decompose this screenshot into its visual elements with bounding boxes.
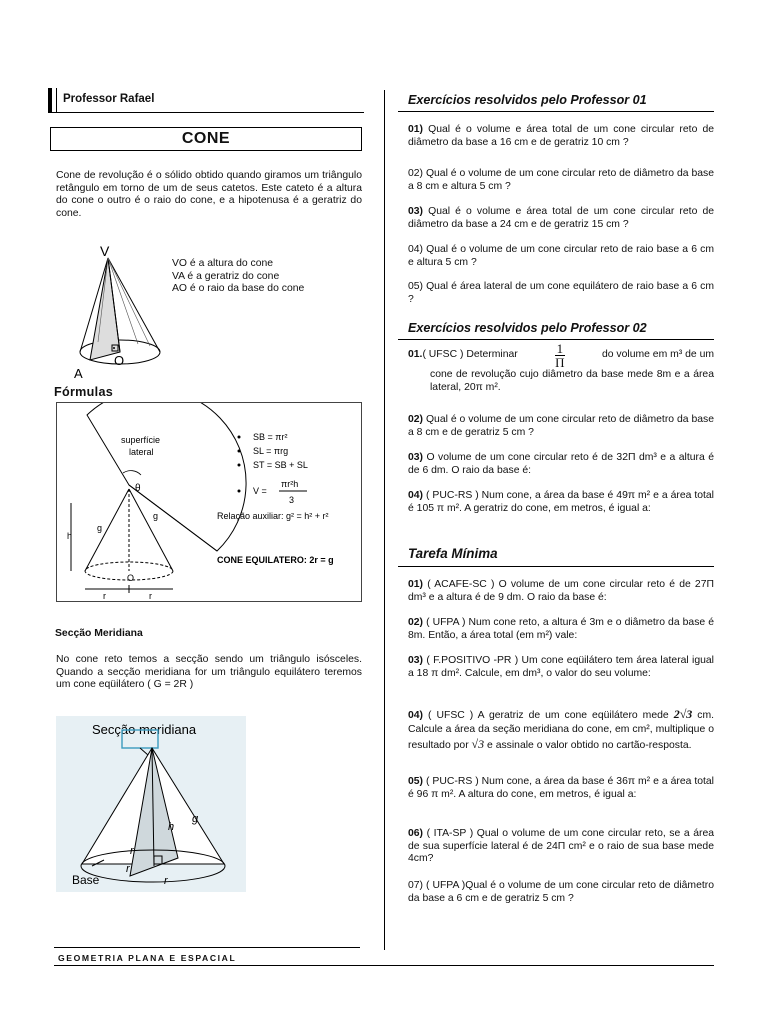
s3-exercise-4 [408, 707, 714, 753]
formula-v-num: πr²h [281, 479, 299, 489]
header-author-box [48, 88, 364, 113]
o-label: O [127, 573, 135, 583]
fig-title: Secção meridiana [92, 722, 197, 737]
s3-q4-mid: cm. Calcule a área da seção meridiana do cone, em cm², multiplique o resultado por [408, 710, 715, 751]
g-label-right: g [153, 511, 159, 521]
s2-text-4: ( PUC-RS ) Num cone, a área da base é 49π m² e a área total é 105 π m². A geratriz do cone, em metros, é igual a: [408, 490, 714, 514]
s1-exercise-2 [408, 168, 714, 193]
s2-num-2: 02) [408, 414, 424, 425]
math-sqrt-3: √3 [471, 737, 485, 751]
s3-exercise-6 [408, 828, 714, 866]
seccao-paragraph: No cone reto temos a secção sendo um triângulo isósceles. Quando a secção meridiana for um triângulo equilátero teremos um cone eqüilátero ( G = 2R ) [56, 654, 362, 691]
footer-rule-left [54, 947, 360, 948]
cone-notes [172, 258, 304, 296]
fig-g: g [192, 813, 199, 825]
label-a: A [74, 366, 83, 381]
g-label-left: g [97, 523, 103, 533]
note-height: VO é a altura do cone [172, 258, 274, 269]
s3-num-3: 03) [408, 655, 424, 666]
r-label-left: r [103, 591, 106, 601]
s2-exercise-4 [408, 490, 714, 515]
s1-exercise-1 [408, 124, 714, 149]
s1-text-5: 05) Qual é área lateral de um cone equilátero de raio base a 6 cm ? [408, 281, 714, 305]
s3-exercise-3 [408, 655, 714, 680]
s1-text-1: Qual é o volume e área total de um cone circular reto de diâmetro da base a 16 cm e de geratriz 10 cm ? [408, 124, 714, 148]
s3-exercise-5 [408, 776, 714, 801]
s3-q4-pre: ( UFSC ) A geratriz de um cone eqüilátero mede [423, 710, 669, 721]
s3-text-7: 07) ( UFPA )Qual é o volume de um cone circular reto de diâmetro da base a 6 cm e de geratriz 5 cm ? [408, 880, 714, 904]
s3-text-2: ( UFPA ) Num cone reto, a altura é 3m e o diâmetro da base é 8m. Então, a área total (em m²) vale: [408, 617, 714, 641]
s3-exercise-2 [408, 617, 714, 642]
fig-r1: r [130, 845, 134, 857]
note-radius: AO é o raio da base do cone [172, 283, 305, 295]
s3-num-6: 06) [408, 828, 424, 839]
s1-exercise-5 [408, 281, 714, 306]
s2-text-2: Qual é o volume de um cone circular reto de diâmetro da base a 8 cm e de geratriz 5 cm ? [408, 414, 714, 438]
formula-sl: SL = πrg [253, 446, 289, 456]
formula-st: ST = SB + SL [253, 460, 308, 470]
s2-q1-post: do volume em m³ de um [601, 349, 714, 361]
fig-r3: r [164, 875, 168, 887]
frac-denominator: Π [555, 355, 565, 370]
section1-rule [398, 111, 714, 112]
s2-exercise-2 [408, 414, 714, 439]
fraction-1-over-pi [555, 342, 566, 369]
formula-sb: SB = πr² [253, 432, 288, 442]
author-name: Professor Rafael [56, 88, 154, 112]
surface-label-1: superfície [121, 435, 161, 445]
s3-num-2: 02) [408, 617, 424, 628]
footer-text: GEOMETRIA PLANA E ESPACIAL [58, 953, 237, 963]
s2-exercise-1 [408, 342, 714, 394]
s3-num-1: 01) [408, 579, 424, 590]
formula-v-den: 3 [289, 495, 295, 505]
seccao-heading: Secção Meridiana [55, 628, 143, 639]
s3-text-5: ( PUC-RS ) Num cone, a área da base é 36π m² e a área total é 96 π m². A altura do cone, em metros, é igual a: [408, 776, 714, 800]
fig-r2: r [126, 863, 130, 875]
frac-numerator: 1 [556, 341, 564, 356]
label-v: V [100, 243, 110, 259]
relacao-auxiliar: Relação auxiliar: g² = h² + r² [217, 511, 329, 521]
s3-exercise-7 [408, 880, 714, 905]
theta-label: θ [135, 483, 141, 494]
fig-h: h [168, 821, 175, 833]
s2-q1-rest: cone de revolução cujo diâmetro da base mede 8m e a área lateral, 20π m². [430, 369, 714, 393]
section1-title: Exercícios resolvidos pelo Professor 01 [408, 93, 647, 107]
s3-q4-post: e assinale o valor obtido no cartão-resposta. [487, 740, 692, 751]
s1-num-1: 01) [408, 124, 424, 135]
s1-exercise-4 [408, 244, 714, 269]
formulas-heading: Fórmulas [54, 385, 114, 399]
h-label: h [67, 531, 73, 541]
math-2-sqrt-3: 2√3 [673, 707, 693, 721]
s3-num-4: 04) [408, 710, 424, 721]
s1-text-3: Qual é o volume e área total de um cone circular reto de diâmetro da base a 24 cm e de geratriz 15 cm ? [408, 206, 714, 230]
fig-base: Base [72, 873, 100, 887]
column-divider [384, 90, 385, 950]
s2-exercise-3 [408, 452, 714, 477]
s2-q1-pre: ( UFSC ) Determinar [422, 349, 518, 361]
note-generatrix: VA é a geratriz do cone [172, 270, 280, 282]
s2-num-1: 01. [408, 349, 423, 361]
s3-exercise-1 [408, 579, 714, 604]
r-label-right: r [149, 591, 152, 601]
surface-label-2: lateral [129, 447, 154, 457]
s3-num-5: 05) [408, 776, 424, 787]
s2-num-3: 03) [408, 452, 424, 463]
formula-v: V = [253, 486, 267, 496]
cone-equilatero: CONE EQUILATERO: 2r = g [217, 555, 334, 565]
section3-rule [398, 566, 714, 567]
s2-text-3: O volume de um cone circular reto é de 32Π dm³ e a altura é de 6 dm. O raio da base é: [408, 452, 714, 476]
intro-paragraph: Cone de revolução é o sólido obtido quando giramos um triângulo retângulo em torno de um de seus catetos. Este cateto é a altura do cone o outro é o raio do cone, e a hipotenusa é a geratriz do cone. [56, 170, 362, 219]
s2-num-4: 04) [408, 490, 424, 501]
section3-title: Tarefa Mínima [408, 546, 498, 561]
page-title: CONE [50, 127, 362, 151]
s1-num-3: 03) [408, 206, 424, 217]
section2-rule [398, 339, 714, 340]
cone-diagram [68, 242, 178, 382]
seccao-diagram [56, 716, 246, 892]
s1-text-4: 04) Qual é o volume de um cone circular reto de raio base a 6 cm e altura 5 cm ? [408, 244, 714, 268]
s3-text-6: ( ITA-SP ) Qual o volume de um cone circular reto, se a área de sua superfície lateral é de 24Π cm² e o raio de sua base mede 4cm? [408, 828, 714, 865]
s1-text-2: 02) Qual é o volume de um cone circular reto de diâmetro da base a 8 cm e altura 5 cm ? [408, 168, 714, 192]
s1-exercise-3 [408, 206, 714, 231]
footer-rule-bottom [54, 965, 714, 966]
section2-title: Exercícios resolvidos pelo Professor 02 [408, 321, 647, 335]
s3-text-1: ( ACAFE-SC ) O volume de um cone circular reto é de 27Π dm³ e a altura é de 9 dm. O raio da base é: [408, 579, 714, 603]
s3-text-3: ( F.POSITIVO -PR ) Um cone eqüilátero tem área lateral igual a 18 π dm². Calcule, em dm³, o valor do seu volume: [408, 655, 714, 679]
label-o: O [114, 353, 125, 368]
formulas-diagram [56, 402, 362, 602]
